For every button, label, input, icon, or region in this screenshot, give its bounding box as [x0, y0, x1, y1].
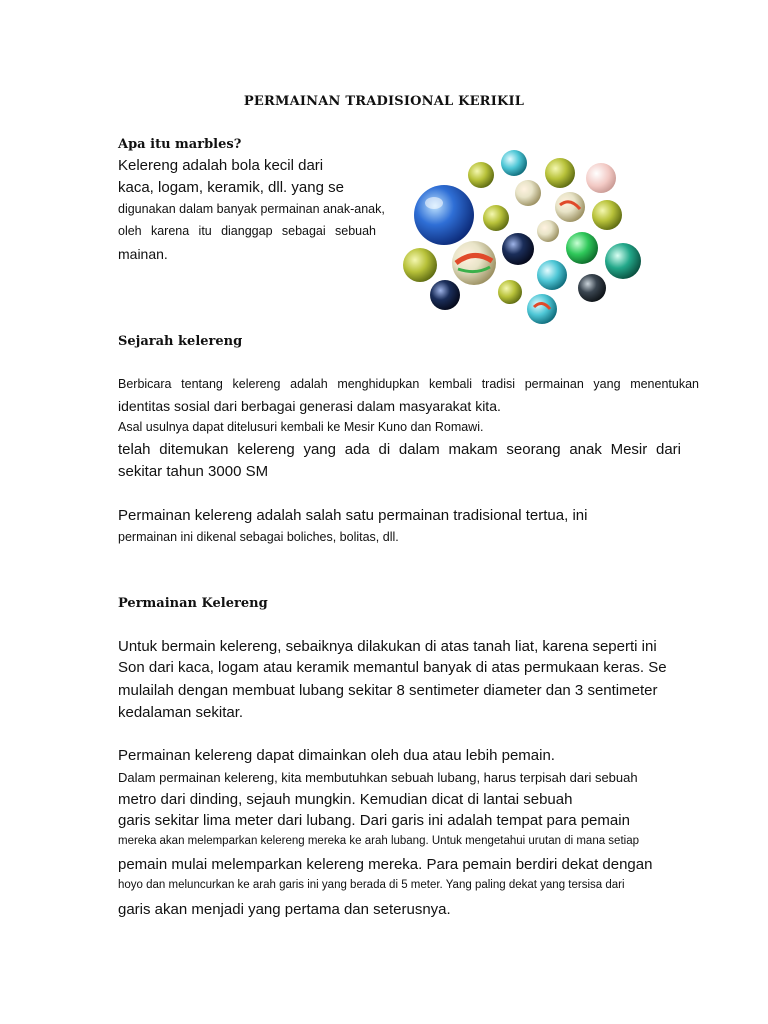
paragraph-line: kedalaman sekitar.: [118, 704, 244, 721]
marble-green: [566, 232, 598, 264]
paragraph-line: garis akan menjadi yang pertama dan seterusnya.: [118, 901, 451, 918]
marbles-illustration: [392, 145, 657, 335]
paragraph-line: oleh karena itu dianggap sebagai sebuah: [118, 224, 376, 238]
marble-cyan-red: [527, 294, 557, 324]
paragraph-line: Son dari kaca, logam atau keramik memantul banyak di atas permukaan keras. Se: [118, 659, 667, 676]
section-heading-sejarah-kelereng: Sejarah kelereng: [118, 334, 243, 349]
paragraph-line: Dalam permainan kelereng, kita membutuhkan sebuah lubang, harus terpisah dari sebuah: [118, 770, 638, 785]
paragraph-line: garis sekitar lima meter dari lubang. Dari garis ini adalah tempat para pemain: [118, 812, 630, 829]
paragraph-line: Kelereng adalah bola kecil dari: [118, 157, 324, 174]
marble-blue-large: [414, 185, 474, 245]
paragraph-line: hoyo dan meluncurkan ke arah garis ini yang berada di 5 meter. Yang paling dekat yang tersisa dari: [118, 879, 625, 891]
paragraph-line: identitas sosial dari berbagai generasi dalam masyarakat kita.: [118, 398, 501, 414]
marble-cyan: [501, 150, 527, 176]
paragraph-line: sekitar tahun 3000 SM: [118, 463, 269, 480]
paragraph-line: metro dari dinding, sejauh mungkin. Kemudian dicat di lantai sebuah: [118, 791, 573, 808]
marble-yellow: [403, 248, 437, 282]
marbles-image: [392, 145, 657, 335]
paragraph-line: Permainan kelereng adalah salah satu permainan tradisional tertua, ini: [118, 507, 588, 524]
paragraph-line: digunakan dalam banyak permainan anak-anak,: [118, 202, 385, 216]
paragraph-line: Untuk bermain kelereng, sebaiknya dilakukan di atas tanah liat, karena seperti ini: [118, 638, 657, 655]
marble-teal: [605, 243, 641, 279]
paragraph-line: mereka akan melemparkan kelereng mereka ke arah lubang. Untuk mengetahui urutan di mana setiap: [118, 835, 639, 847]
marble-dark: [578, 274, 606, 302]
marble-yellow-small: [498, 280, 522, 304]
marble-yellow: [545, 158, 575, 188]
paragraph-line: mulailah dengan membuat lubang sekitar 8 sentimeter diameter dan 3 sentimeter: [118, 682, 658, 699]
paragraph-line: telah ditemukan kelereng yang ada di dalam makam seorang anak Mesir dari: [118, 441, 681, 458]
marble-red-swirl: [555, 192, 585, 222]
marble-olive: [483, 205, 509, 231]
marble-pink: [586, 163, 616, 193]
paragraph-line: mainan.: [118, 246, 168, 262]
marble-clear-small: [537, 220, 559, 242]
marble-navy: [502, 233, 534, 265]
marble-yellow: [592, 200, 622, 230]
page-title: PERMAINAN TRADISIONAL KERIKIL: [243, 94, 525, 109]
paragraph-line: pemain mulai melemparkan kelereng mereka. Para pemain berdiri dekat dengan: [118, 856, 653, 873]
marble-cyan: [537, 260, 567, 290]
section-heading-permainan-kelereng: Permainan Kelereng: [118, 596, 268, 611]
paragraph-line: Permainan kelereng dapat dimainkan oleh dua atau lebih pemain.: [118, 747, 555, 764]
paragraph-line: kaca, logam, keramik, dll. yang se: [118, 179, 344, 196]
marble-yellow: [468, 162, 494, 188]
paragraph-line: Berbicara tentang kelereng adalah menghidupkan kembali tradisi permainan yang menentukan: [118, 377, 699, 391]
marble-navy: [430, 280, 460, 310]
paragraph-line: Asal usulnya dapat ditelusuri kembali ke Mesir Kuno dan Romawi.: [118, 420, 484, 434]
section-heading-apa-itu-marbles: Apa itu marbles?: [118, 137, 242, 152]
marble-clear: [515, 180, 541, 206]
paragraph-line: permainan ini dikenal sebagai boliches, bolitas, dll.: [118, 530, 399, 544]
